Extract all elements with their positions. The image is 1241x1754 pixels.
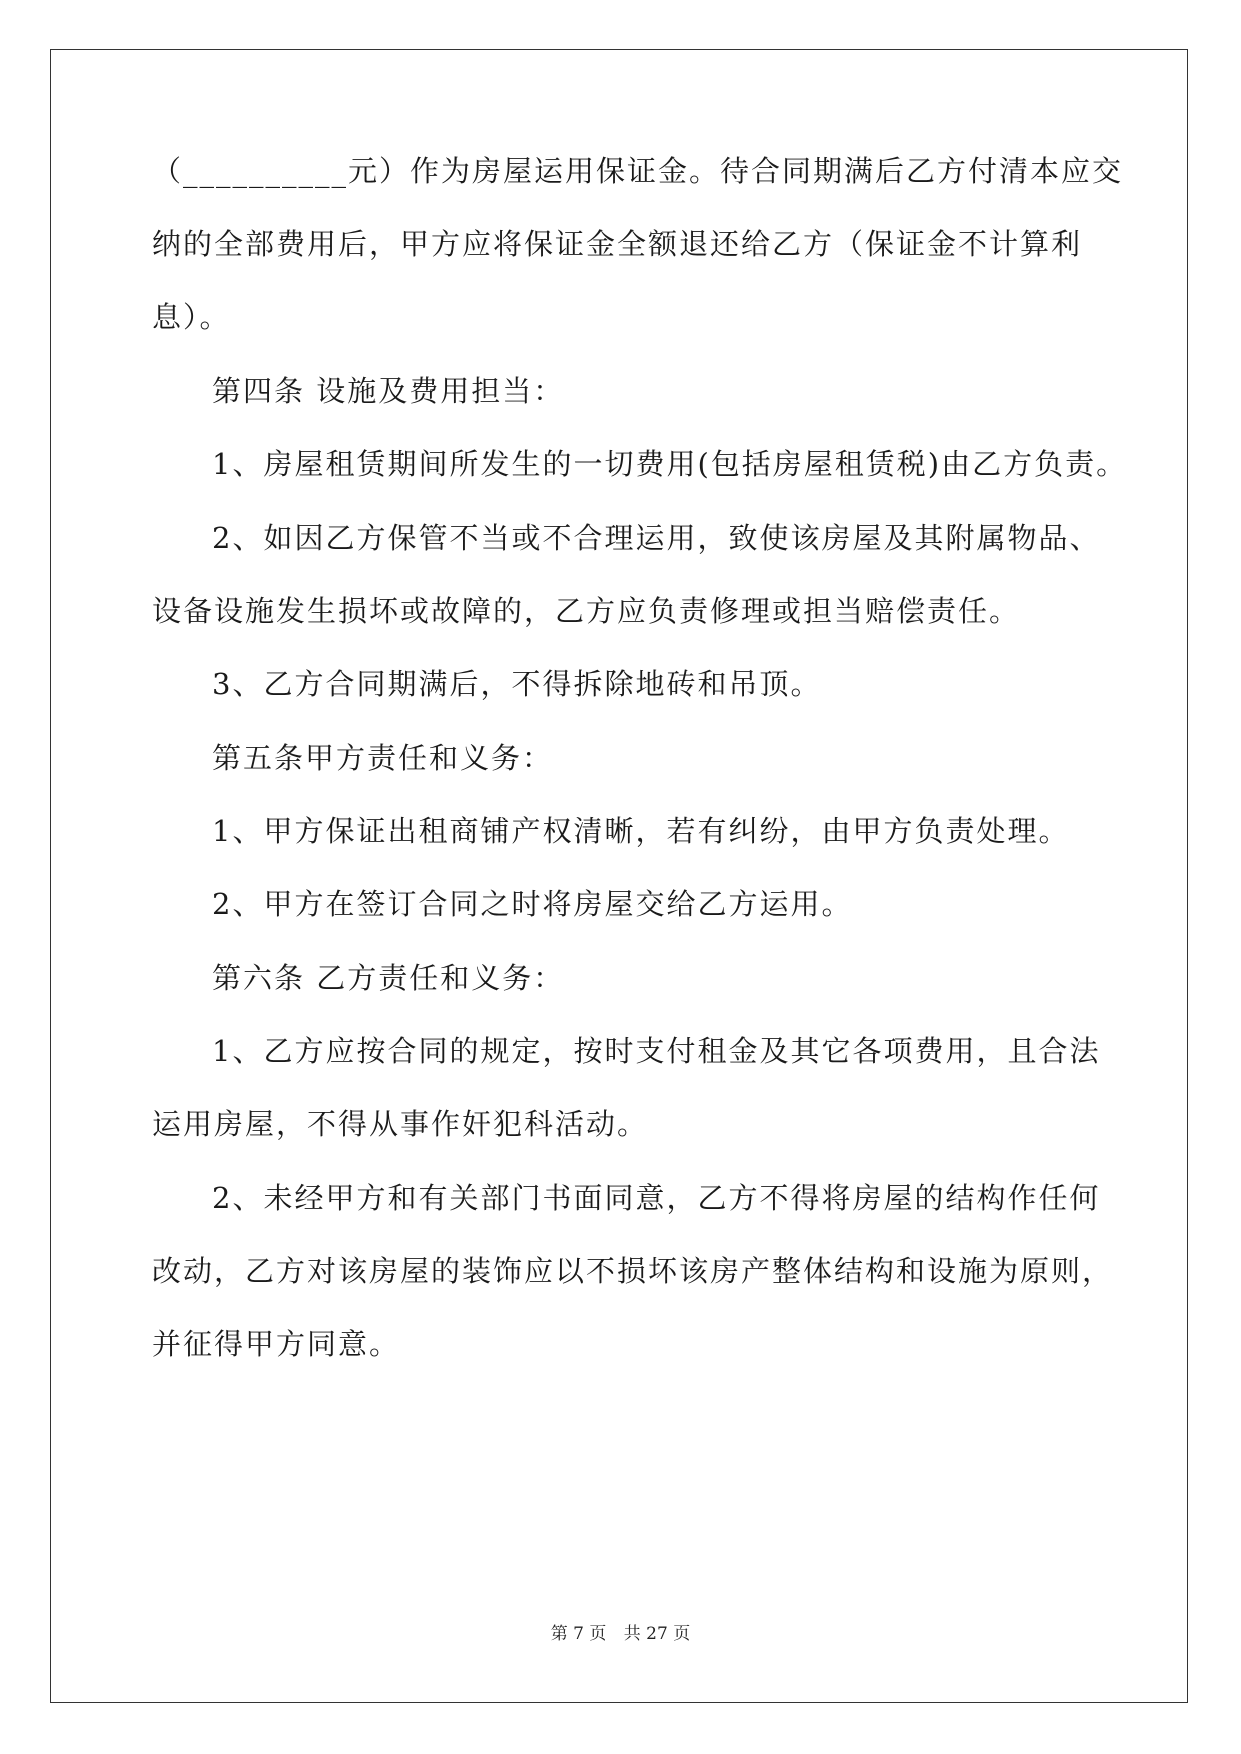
text-line-16: 改动，乙方对该房屋的装饰应以不损坏该房产整体结构和设施为原则，	[152, 1254, 1114, 1288]
text-line-14: 运用房屋，不得从事作奸犯科活动。	[152, 1107, 649, 1141]
text-line-3: 息）。	[152, 300, 231, 334]
text-line-8: 3、乙方合同期满后，不得拆除地砖和吊顶。	[212, 667, 822, 701]
section-heading-article-4: 第四条 设施及费用担当：	[212, 374, 565, 408]
text-line-7: 设备设施发生损坏或故障的，乙方应负责修理或担当赔偿责任。	[152, 594, 1021, 628]
text-line-2: 纳的全部费用后，甲方应将保证金全额退还给乙方（保证金不计算利	[152, 227, 1083, 261]
page-number-current: 第 7 页	[550, 1624, 607, 1644]
text-line-5: 1、房屋租赁期间所发生的一切费用(包括房屋租赁税)由乙方负责。	[212, 447, 1128, 481]
section-heading-article-5: 第五条甲方责任和义务：	[212, 741, 554, 775]
text-line-1: （__________元）作为房屋运用保证金。待合同期满后乙方付清本应交	[152, 154, 1124, 188]
text-line-10: 1、甲方保证出租商铺产权清晰，若有纠纷，由甲方负责处理。	[212, 814, 1070, 848]
page-number-total: 共 27 页	[623, 1624, 691, 1644]
text-line-11: 2、甲方在签订合同之时将房屋交给乙方运用。	[212, 887, 853, 921]
text-line-17: 并征得甲方同意。	[152, 1327, 401, 1361]
text-line-13: 1、乙方应按合同的规定，按时支付租金及其它各项费用，且合法	[212, 1034, 1101, 1068]
text-line-6: 2、如因乙方保管不当或不合理运用，致使该房屋及其附属物品、	[212, 521, 1101, 555]
page-footer	[0, 1619, 1241, 1644]
text-line-15: 2、未经甲方和有关部门书面同意，乙方不得将房屋的结构作任何	[212, 1181, 1101, 1215]
section-heading-article-6: 第六条 乙方责任和义务：	[212, 961, 565, 995]
